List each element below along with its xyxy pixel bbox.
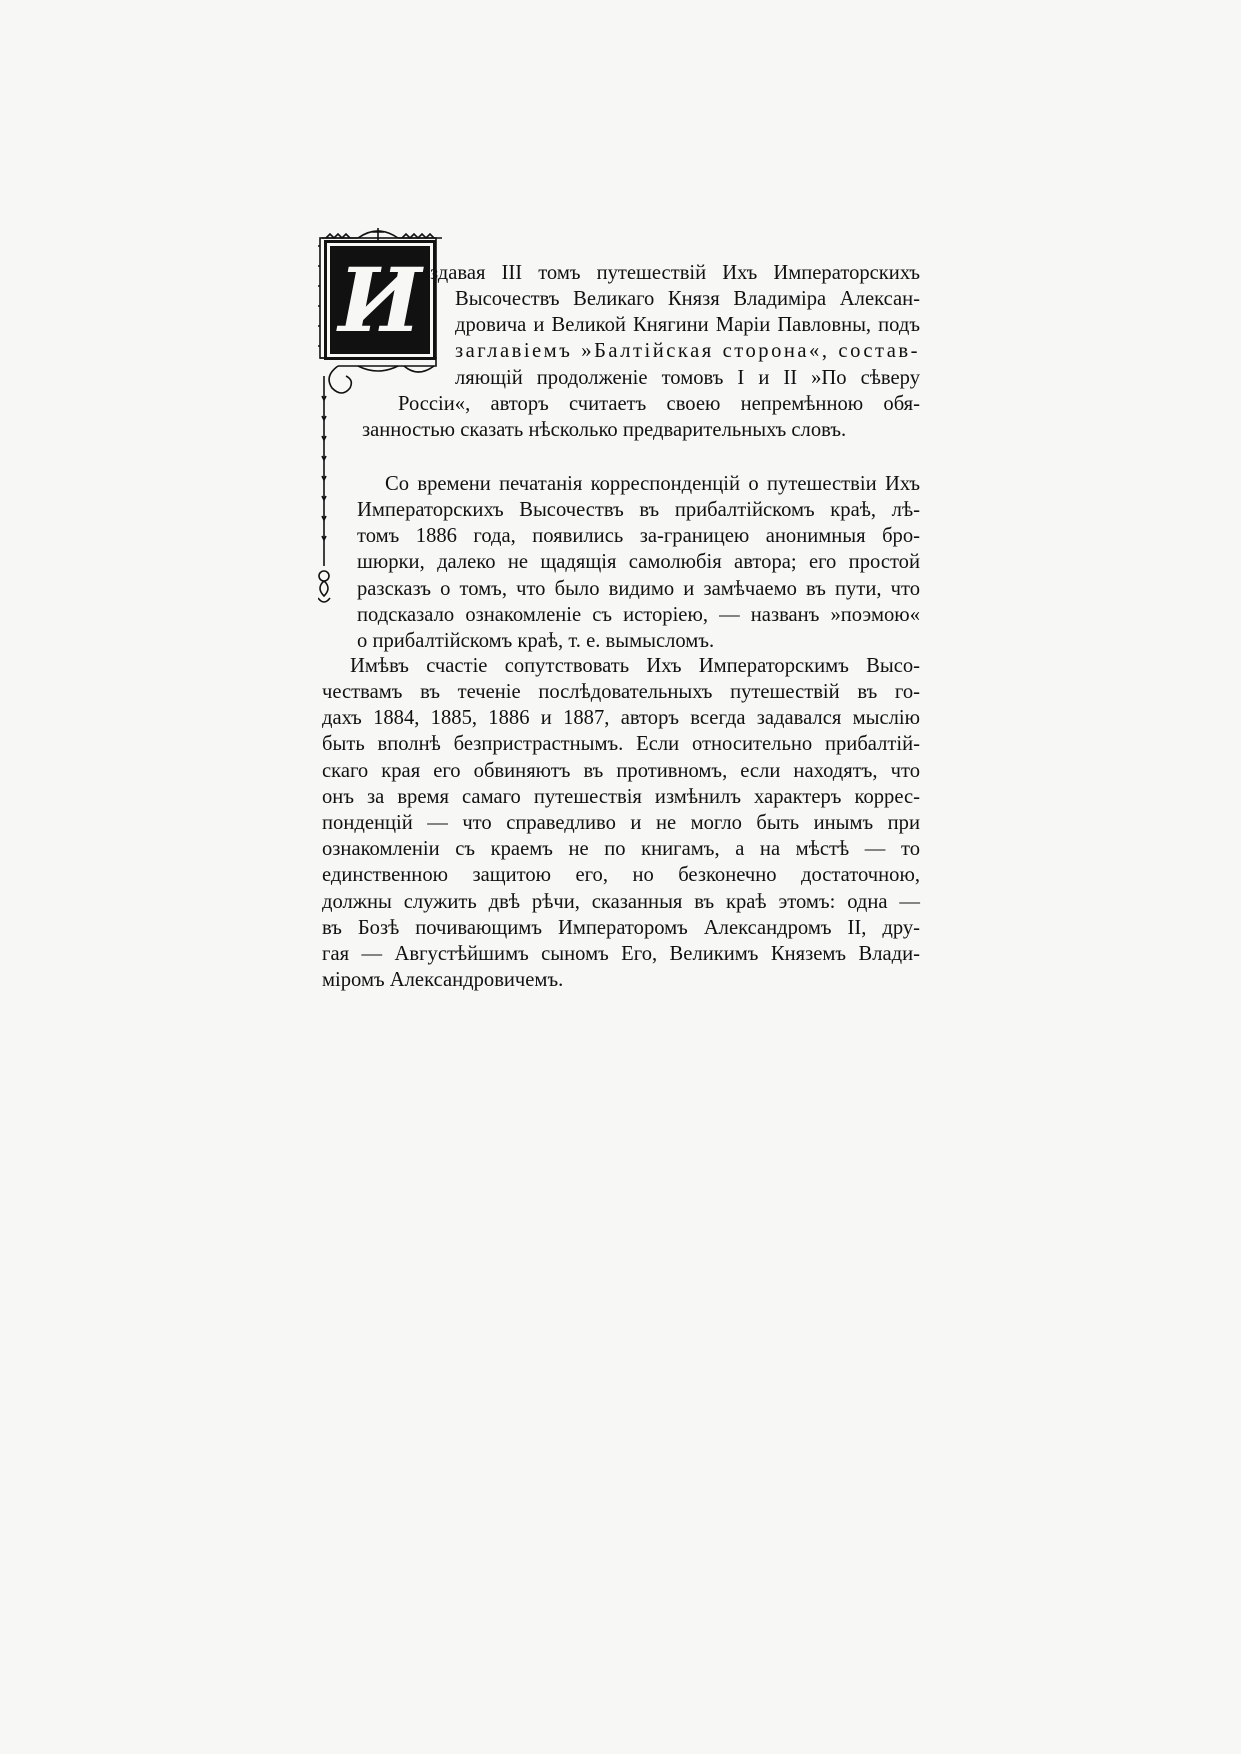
text-line: должны служить двѣ рѣчи, сказанныя въ краѣ этомъ: одна — [322, 890, 920, 913]
text-line: о прибалтiйскомъ краѣ, т. е. вымысломъ. [357, 629, 715, 652]
paragraph-1-line-1-block [430, 260, 920, 286]
text-line: Со времени печатанiя корреспонденцiй о путешествiи Ихъ [385, 473, 920, 495]
text-line: Высочествъ Великаго Князя Владимiра Алексан- [455, 288, 920, 310]
text-line: дровича и Великой Княгини Марiи Павловны, подъ [455, 314, 920, 337]
text-line: ознакомленiи съ краемъ не по книгамъ, а на мѣстѣ — то [322, 838, 920, 861]
text-line: разсказъ о томъ, что было видимо и замѣчаемо въ пути, что [357, 577, 920, 600]
text-line: ляющiй продолженiе томовъ I и II »По сѣверу [455, 366, 920, 389]
paragraph-1-tail-block [398, 391, 920, 417]
text-line: мiромъ Александровичемъ. [322, 969, 564, 992]
text-line: единственною защитою его, но безконечно достаточною, [322, 864, 920, 887]
text-line: онъ за время самаго путешествiя измѣнилъ характеръ коррес- [322, 785, 920, 808]
text-line: дахъ 1884, 1885, 1886 и 1887, авторъ всегда задавался мыслiю [322, 707, 920, 730]
text-line: Имѣвъ счастiе сопутствовать Ихъ Императорскимъ Высо- [350, 655, 920, 677]
text-line: томъ 1886 года, появились за-границею анонимныя бро- [357, 525, 920, 548]
text-line: Россiи«, авторъ считаетъ своею непремѣнною обя- [398, 393, 920, 415]
text-line: скаго края его обвиняютъ въ противномъ, если находятъ, что [322, 759, 920, 782]
text-line: въ Бозѣ почивающимъ Императоромъ Александромъ II, дру- [322, 916, 920, 939]
paragraph-3-block [322, 679, 920, 993]
text-line: Императорскихъ Высочествъ въ прибалтiйскомъ краѣ, лѣ- [357, 499, 920, 521]
text-line: понденцiй — что справедливо и не могло быть инымъ при [322, 811, 920, 834]
text-line: шюрки, далеко не щадящiя самолюбiя автора; его простой [357, 551, 920, 574]
initial-letter: И [338, 248, 422, 352]
text-line: быть вполнѣ безпристрастнымъ. Если относительно прибалтiй- [322, 733, 920, 756]
text-line: занностью сказать нѣсколько предварительныхъ словъ. [362, 419, 847, 441]
text-line: здавая III томъ путешествiй Ихъ Императорскихъ [430, 262, 920, 284]
paragraph-2-block [357, 497, 920, 654]
paragraph-1-end-block [362, 417, 920, 443]
text-line: чествамъ въ теченiе послѣдовательныхъ путешествiй въ го- [322, 681, 920, 703]
paragraph-3-first-line [350, 653, 920, 679]
initial-letter-box [324, 240, 436, 360]
text-line: подсказало ознакомленiе съ исторiею, — названъ »поэмою« [357, 603, 920, 626]
paragraph-1-indented-block [455, 286, 920, 391]
text-line: заглавiемъ »Балтiйская сторона«, состав- [455, 340, 920, 363]
text-line: гая — Августѣйшимъ сыномъ Его, Великимъ Княземъ Влади- [322, 942, 920, 965]
paragraph-2-first-line [385, 471, 920, 497]
